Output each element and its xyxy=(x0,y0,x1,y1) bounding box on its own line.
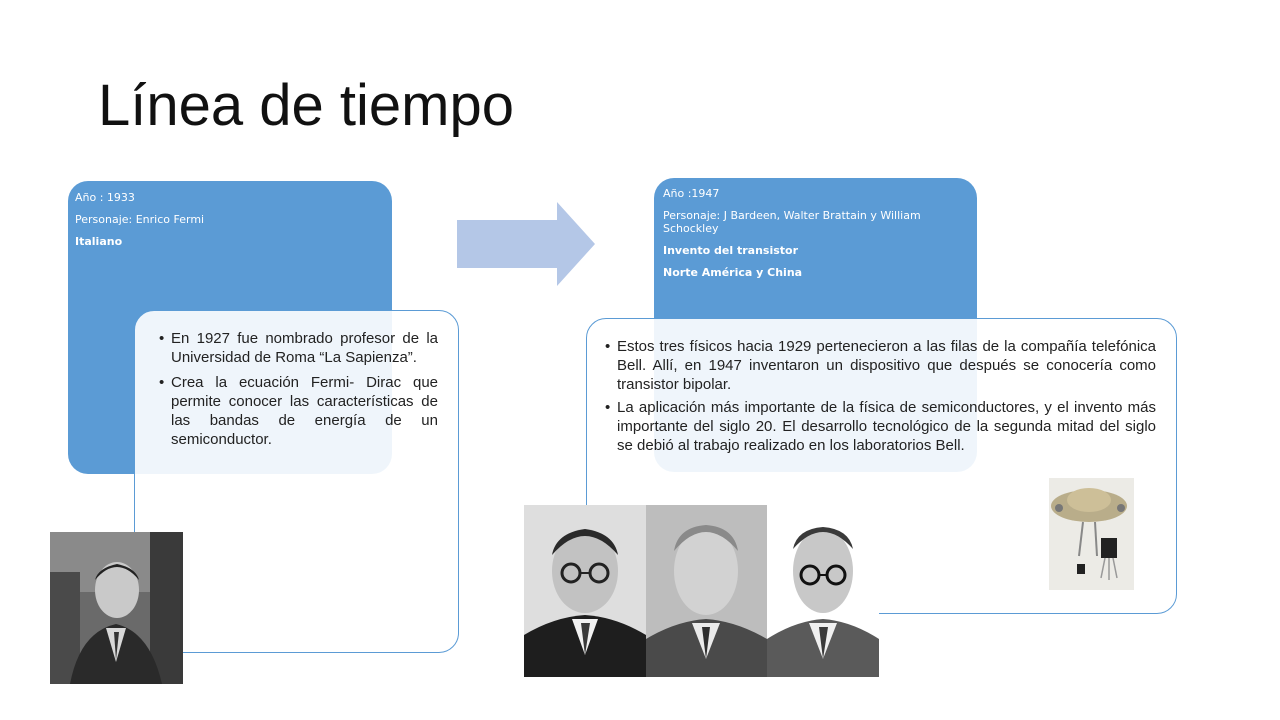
left-year: Año : 1933 xyxy=(75,191,135,204)
right-bullet-2: • La aplicación más importante de la física de semiconductores, y el invento más importante del siglo 20. El desarrollo tecnológico de la segunda mitad del siglo se debió al trabajo realizado en los laboratorios Bell. xyxy=(605,398,1156,455)
right-person: Personaje: J Bardeen, Walter Brattain y William Schockley xyxy=(663,209,921,235)
shockley-photo xyxy=(767,505,879,677)
arrow-right-icon xyxy=(457,202,597,286)
left-person: Personaje: Enrico Fermi xyxy=(75,213,205,226)
right-place: Norte América y China xyxy=(663,266,803,279)
left-bullet-1: • En 1927 fue nombrado profesor de la Universidad de Roma “La Sapienza”. xyxy=(159,329,438,367)
fermi-photo xyxy=(50,532,183,684)
left-bullets xyxy=(159,329,438,449)
right-invention: Invento del transistor xyxy=(663,244,799,257)
brattain-photo xyxy=(646,505,767,677)
right-year: Año :1947 xyxy=(663,187,720,200)
slide-title: Línea de tiempo xyxy=(98,73,514,138)
bardeen-photo xyxy=(524,505,646,677)
transistor-photo xyxy=(1049,478,1134,590)
left-bullet-2: • Crea la ecuación Fermi- Dirac que permite conocer las características de las bandas de energía de un semiconductor. xyxy=(159,373,438,449)
left-nationality: Italiano xyxy=(75,235,123,248)
right-bullets xyxy=(605,337,1156,455)
right-bullet-1: • Estos tres físicos hacia 1929 pertenecieron a las filas de la compañía telefónica Bell. Allí, en 1947 inventaron un dispositivo que después se conocería como transistor bipolar. xyxy=(605,337,1156,394)
